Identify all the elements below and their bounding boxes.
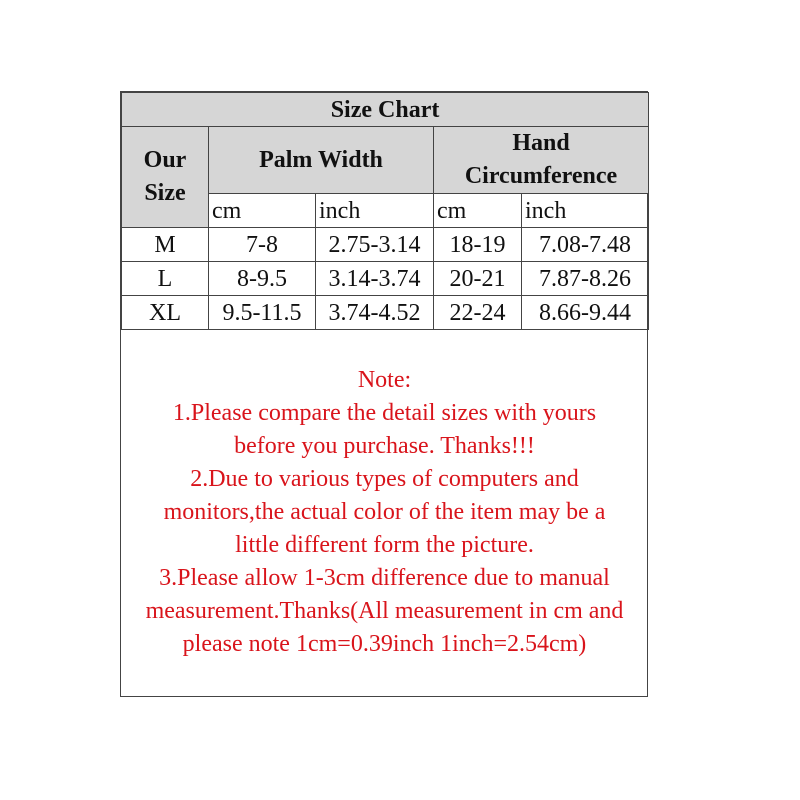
size-column-header — [122, 127, 209, 228]
note-line: please note 1cm=0.39inch 1inch=2.54cm) — [182, 631, 587, 657]
unit-hand-cm: cm — [434, 194, 522, 228]
note-heading: Note: — [357, 367, 412, 393]
hand-cm-cell: 18-19 — [434, 228, 522, 262]
palm-width-header: Palm Width — [209, 127, 434, 194]
hand-circumference-header — [434, 127, 649, 194]
size-chart-table — [121, 92, 649, 330]
size-header-text: Our Size — [143, 147, 187, 206]
note-line: monitors,the actual color of the item may be a — [163, 499, 606, 525]
unit-hand-inch: inch — [522, 194, 649, 228]
note-line: 1.Please compare the detail sizes with yours — [172, 400, 597, 426]
table-row — [122, 228, 649, 262]
palm-cm-cell: 8-9.5 — [209, 262, 316, 296]
hand-cm-cell: 22-24 — [434, 296, 522, 330]
note-line: 2.Due to various types of computers and — [190, 466, 579, 492]
hand-inch-cell: 7.08-7.48 — [522, 228, 649, 262]
table-row — [122, 296, 649, 330]
note-line: little different form the picture. — [235, 532, 534, 558]
unit-palm-inch: inch — [316, 194, 434, 228]
hand-header-line2: Circumference — [464, 163, 618, 189]
palm-inch-cell: 3.74-4.52 — [316, 296, 434, 330]
size-cell: XL — [122, 296, 209, 330]
chart-title: Size Chart — [122, 93, 649, 127]
palm-inch-cell: 3.14-3.74 — [316, 262, 434, 296]
note-line: measurement.Thanks(All measurement in cm and — [145, 598, 624, 624]
size-cell: L — [122, 262, 209, 296]
note-line: before you purchase. Thanks!!! — [234, 433, 535, 459]
unit-palm-cm: cm — [209, 194, 316, 228]
hand-inch-cell: 7.87-8.26 — [522, 262, 649, 296]
note-line: 3.Please allow 1-3cm difference due to manual — [159, 565, 610, 591]
palm-inch-cell: 2.75-3.14 — [316, 228, 434, 262]
size-chart-sheet — [120, 91, 648, 697]
size-cell: M — [122, 228, 209, 262]
hand-cm-cell: 20-21 — [434, 262, 522, 296]
table-row — [122, 262, 649, 296]
hand-header-line1: Hand — [512, 130, 570, 156]
notes-block — [121, 364, 648, 661]
palm-cm-cell: 7-8 — [209, 228, 316, 262]
palm-cm-cell: 9.5-11.5 — [209, 296, 316, 330]
hand-inch-cell: 8.66-9.44 — [522, 296, 649, 330]
